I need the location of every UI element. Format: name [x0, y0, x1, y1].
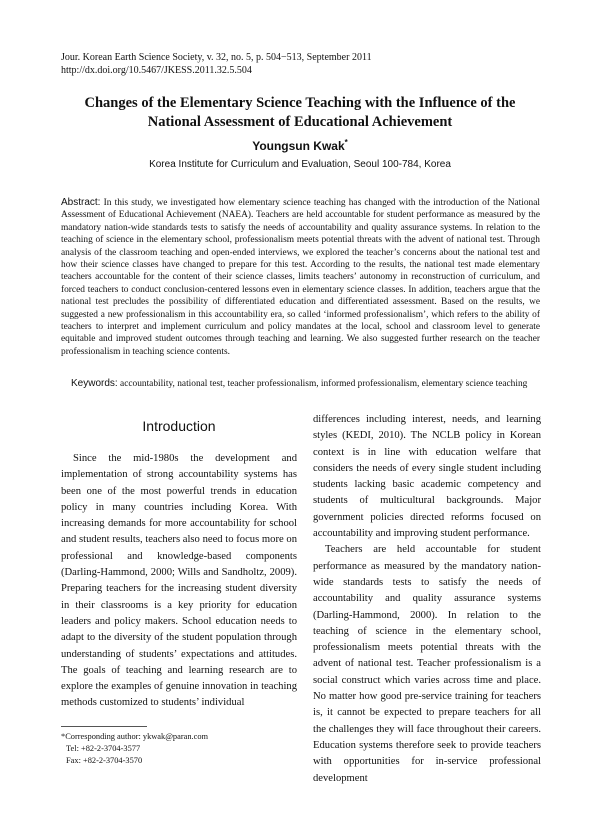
author-fax: Fax: +82-2-3704-3570 [66, 756, 143, 765]
title-line-2: National Assessment of Educational Achievement [147, 114, 453, 130]
author-line [0, 138, 600, 153]
keywords-text: accountability, national test, teacher professionalism, informed professionalism, elementary science teaching [120, 379, 528, 389]
right-paragraph-2: Teachers are held accountable for student performance as measured by the mandatory nation-wide standards tests to satisfy the needs of accountability and quality assurance systems (Darling-Hammond, 2000). In relation to the teaching of science in the elementary school, professionalism meets potential threats with the advent of national test. Teacher professionalism is a social construct which varies across time and place. No matter how good pre-service training for teachers is, it cannot be expected to prepare teachers for all the challenges they will face throughout their careers. Education systems therefore seek to provide teachers with opportunities for in-service professional development [313, 544, 541, 784]
right-paragraph-1: differences including interest, needs, and learning styles (KEDI, 2010). The NCLB policy in Korean context is in line with education welfare that considers the needs of every single student including students lacking basic academic competency and students of multicultural backgrounds. Major government policies directed reforms focused on accountability and improving student performance. [313, 414, 541, 540]
section-heading-introduction: Introduction [142, 418, 216, 434]
right-column [313, 412, 541, 787]
paper-title [40, 94, 560, 132]
keywords [71, 378, 550, 390]
affiliation: Korea Institute for Curriculum and Evaluation, Seoul 100-784, Korea [149, 159, 451, 170]
author-tel: Tel: +82-2-3704-3577 [66, 744, 141, 753]
footnote [61, 731, 208, 767]
journal-citation: Jour. Korean Earth Science Society, v. 32, no. 5, p. 504−513, September 2011 [61, 52, 372, 63]
abstract-label: Abstract: [61, 197, 101, 208]
left-column [61, 451, 297, 712]
keywords-label: Keywords: [71, 378, 118, 389]
left-paragraph-1: Since the mid-1980s the development and implementation of strong accountability systems has been one of the most powerful trends in education policy in many countries including Korea. With increasing demands for more accountability for school and student results, teachers also need to focus more on professional and knowledge-based components (Darling-Hammond, 2000; Wills and Sandholtz, 2009). Preparing teachers for the increasing student diversity in their classrooms is a key priority for education leaders and policy makers. School education needs to adapt to the diversity of the student population through understanding of students’ expectations and attitudes. The goals of teaching and learning research are to explore the examples of genuine innovation in teaching methods customized to students’ individual [61, 453, 297, 709]
footnote-rule [61, 726, 147, 727]
journal-doi: http://dx.doi.org/10.5467/JKESS.2011.32.5.504 [61, 65, 252, 76]
abstract-text: In this study, we investigated how elementary science teaching has changed with the introduction of the National Assessment of Educational Achievement (NAEA). Teachers are held accountable for student performance as measured by the mandatory nation-wide standards tests to satisfy the needs of accountability and quality assurance systems. In relation to the teaching of science in the elementary school, professionalism meets potential threats with the advent of national test. Through analysis of the classroom teaching and open-ended interviews, we explored the teacher’s concerns about the national test and how their science classes have changed to prepare for this test. According to the results, the national test made elementary teachers accountable for the content of their science classes, limits teachers’ autonomy in reconstruction of curriculum, and forced teachers to conduct conclusion-centered lessons even in elementary science classes. In addition, teachers argue that the national test precludes the possibility of differentiated education and differentiated assessment. Based on the results, we suggested a new professionalism in this accountability era, so called ‘informed professionalism’, which refers to the ability of teachers to interpret and implement curriculum and policy mandates at the local, school and classroom level to generate equitable and improved student outcomes through teaching and learning. We also suggested further research on the teacher professionalism in teaching science contents. [61, 198, 540, 357]
title-line-1: Changes of the Elementary Science Teaching with the Influence of the [84, 95, 516, 111]
corresponding-author: *Corresponding author: ykwak@paran.com [61, 732, 209, 741]
journal-header [61, 51, 372, 77]
author-name: Youngsun Kwak [252, 139, 345, 153]
abstract [61, 197, 540, 358]
author-mark: * [344, 138, 348, 147]
